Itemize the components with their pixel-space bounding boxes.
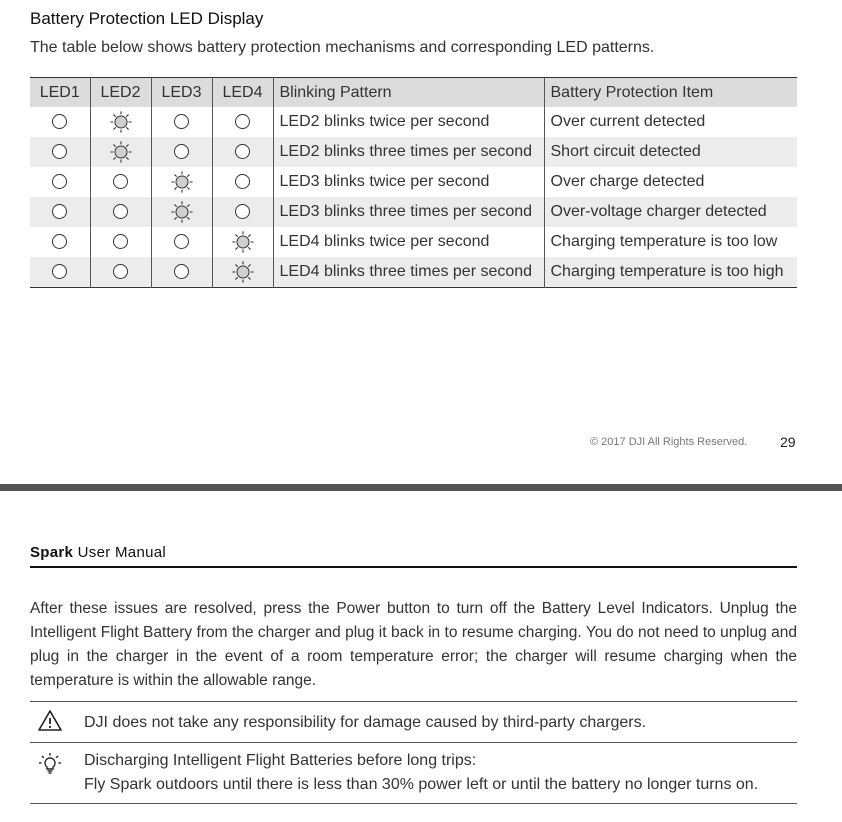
led3-cell	[151, 227, 212, 257]
blinking-pattern-cell: LED4 blinks three times per second	[273, 257, 544, 288]
led-blinking-icon	[110, 111, 132, 133]
led2-cell	[90, 167, 151, 197]
led-blinking-icon	[110, 141, 132, 163]
table-row	[30, 227, 797, 257]
led1-cell	[30, 227, 90, 257]
table-row	[30, 197, 797, 227]
led2-cell	[90, 137, 151, 167]
led-blinking-icon	[232, 261, 254, 283]
table-header-row	[30, 78, 797, 108]
led-off-icon	[235, 204, 250, 219]
protection-item-cell: Over-voltage charger detected	[550, 203, 767, 220]
header-rule	[30, 566, 797, 568]
table-row	[30, 107, 797, 137]
manual-brand: Spark	[30, 544, 74, 561]
led-off-icon	[235, 114, 250, 129]
copyright: © 2017 DJI All Rights Reserved.	[590, 436, 748, 448]
led3-cell	[151, 137, 212, 167]
led-off-icon	[174, 234, 189, 249]
tip-text: Fly Spark outdoors until there is less than 30% power left or until the battery no longer turns on.	[84, 776, 759, 793]
page-number: 29	[780, 434, 796, 450]
header-blinking-pattern: Blinking Pattern	[273, 78, 544, 108]
led-off-icon	[52, 264, 67, 279]
led-off-icon	[113, 234, 128, 249]
led-off-icon	[235, 174, 250, 189]
led1-cell	[30, 137, 90, 167]
header-led3: LED3	[151, 78, 212, 108]
led4-cell	[212, 197, 273, 227]
note-divider-top	[30, 701, 797, 702]
table-row	[30, 167, 797, 197]
blinking-pattern-cell: LED4 blinks twice per second	[273, 227, 544, 257]
led2-cell	[90, 257, 151, 288]
led1-cell	[30, 167, 90, 197]
led-off-icon	[174, 114, 189, 129]
manual-title: User Manual	[77, 544, 167, 561]
led2-cell	[90, 227, 151, 257]
led-off-icon	[52, 204, 67, 219]
protection-item-cell: Over current detected	[550, 113, 706, 130]
led-off-icon	[52, 234, 67, 249]
lightbulb-icon	[38, 752, 62, 776]
blinking-pattern-cell: LED2 blinks twice per second	[273, 107, 544, 137]
tip-heading: Discharging Intelligent Flight Batteries before long trips:	[84, 752, 477, 769]
led4-cell	[212, 227, 273, 257]
led1-cell	[30, 197, 90, 227]
led-blinking-icon	[171, 171, 193, 193]
blinking-pattern-cell: LED2 blinks three times per second	[273, 137, 544, 167]
led-off-icon	[235, 144, 250, 159]
header-led1: LED1	[30, 78, 90, 108]
note-divider-middle	[30, 742, 797, 743]
led-blinking-icon	[232, 231, 254, 253]
led3-cell	[151, 167, 212, 197]
led4-cell	[212, 167, 273, 197]
led2-cell	[90, 107, 151, 137]
section-title: Battery Protection LED Display	[30, 9, 264, 28]
manual-header	[30, 544, 166, 561]
led-off-icon	[113, 204, 128, 219]
led4-cell	[212, 107, 273, 137]
led-blinking-icon	[171, 201, 193, 223]
blinking-pattern-cell: LED3 blinks twice per second	[273, 167, 544, 197]
led4-cell	[212, 257, 273, 288]
table-row	[30, 137, 797, 167]
led4-cell	[212, 137, 273, 167]
led1-cell	[30, 257, 90, 288]
header-led4: LED4	[212, 78, 273, 108]
led-off-icon	[113, 264, 128, 279]
page-divider	[0, 484, 842, 491]
body-paragraph: After these issues are resolved, press the Power button to turn off the Battery Level Indicators. Unplug the Intelligent Flight Battery from the charger and plug it back in to resume charging. You do not need to unplug and plug in the charger in the event of a room temperature error; the charger will resume charging when the temperature is within the allowable range.	[30, 600, 797, 689]
header-led2: LED2	[90, 78, 151, 108]
note-divider-bottom	[30, 803, 797, 804]
protection-item-cell: Short circuit detected	[550, 143, 701, 160]
table-row	[30, 257, 797, 288]
warning-icon	[38, 709, 62, 733]
protection-item-cell: Over charge detected	[550, 173, 705, 190]
led-off-icon	[113, 174, 128, 189]
section-intro: The table below shows battery protection mechanisms and corresponding LED patterns.	[30, 39, 655, 56]
led-off-icon	[174, 144, 189, 159]
led3-cell	[151, 107, 212, 137]
protection-item-cell: Charging temperature is too low	[550, 233, 778, 250]
protection-item-cell: Charging temperature is too high	[550, 263, 784, 280]
header-protection-item: Battery Protection Item	[550, 83, 714, 101]
led-off-icon	[52, 114, 67, 129]
led2-cell	[90, 197, 151, 227]
led-off-icon	[174, 264, 189, 279]
warning-text: DJI does not take any responsibility for damage caused by third-party chargers.	[84, 714, 647, 731]
led-off-icon	[52, 144, 67, 159]
led3-cell	[151, 197, 212, 227]
led-off-icon	[52, 174, 67, 189]
led1-cell	[30, 107, 90, 137]
blinking-pattern-cell: LED3 blinks three times per second	[273, 197, 544, 227]
led-protection-table	[30, 77, 797, 288]
led3-cell	[151, 257, 212, 288]
